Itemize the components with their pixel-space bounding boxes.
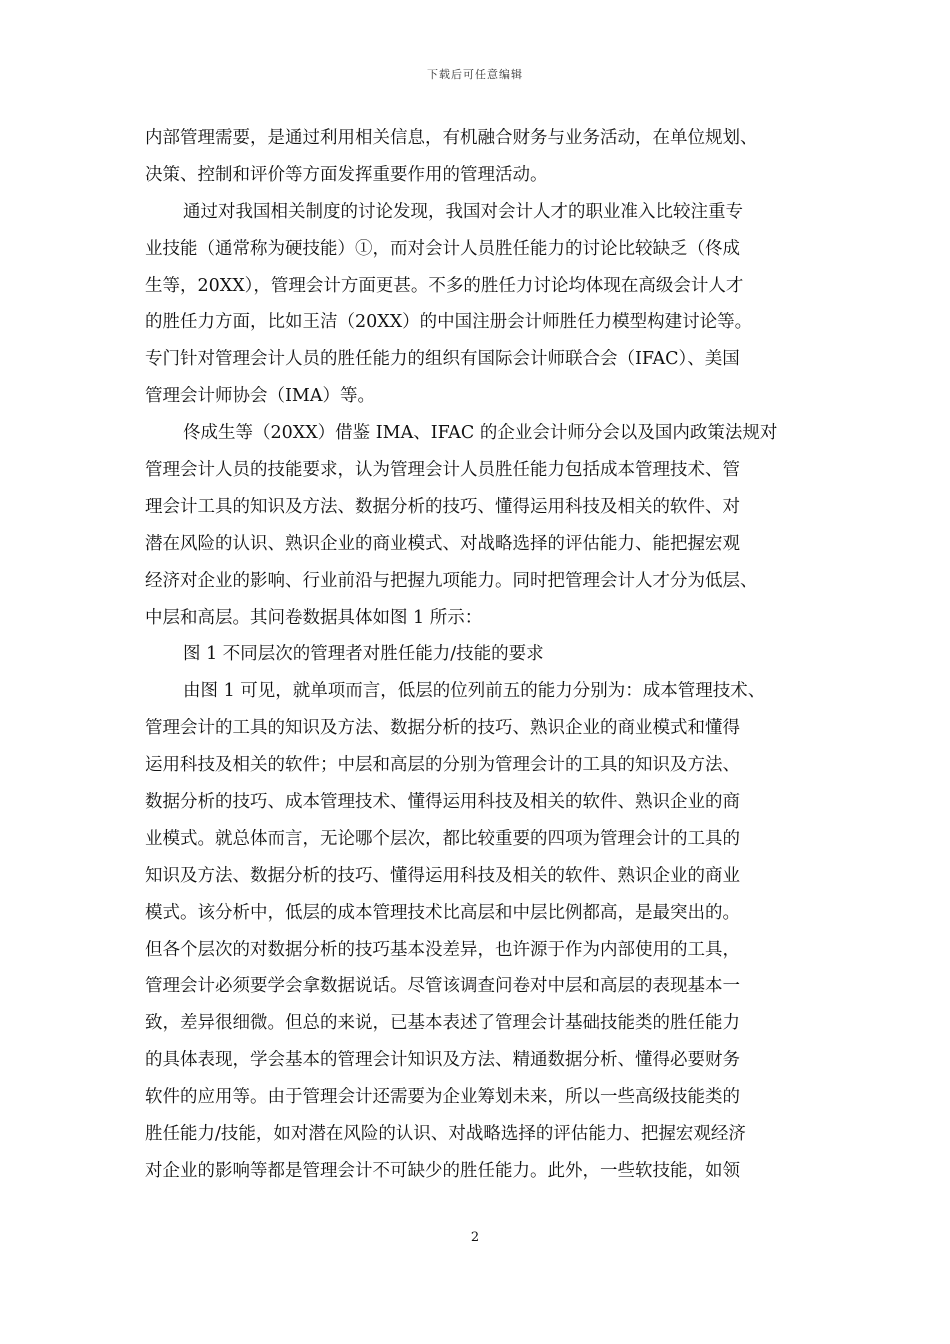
text-line: 知识及方法、数据分析的技巧、懂得运用科技及相关的软件、熟识企业的商业: [145, 865, 740, 886]
text-line: 中层和高层。其问卷数据具体如图 1 所示：: [145, 607, 483, 628]
page-header: 下载后可任意编辑: [427, 68, 523, 81]
text-line: 生等，20XX），管理会计方面更甚。不多的胜任力讨论均体现在高级会计人才: [145, 275, 744, 296]
text-line: 管理会计人员的技能要求，认为管理会计人员胜任能力包括成本管理技术、管: [145, 460, 740, 481]
text-line: 运用科技及相关的软件；中层和高层的分别为管理会计的工具的知识及方法、: [145, 755, 740, 776]
text-line: 内部管理需要，是通过利用相关信息，有机融合财务与业务活动，在单位规划、: [145, 128, 758, 148]
text-line: 业模式。就总体而言，无论哪个层次，都比较重要的四项为管理会计的工具的: [145, 828, 740, 849]
text-line: 经济对企业的影响、行业前沿与把握九项能力。同时把管理会计人才分为低层、: [145, 570, 758, 591]
text-line: 专门针对管理会计人员的胜任能力的组织有国际会计师联合会（IFAC）、美国: [145, 349, 740, 370]
paragraph-start-line: 佟成生等（20XX）借鉴 IMA、IFAC 的企业会计师分会以及国内政策法规对: [183, 423, 778, 444]
text-line: 管理会计必须要学会拿数据说话。尽管该调查问卷对中层和高层的表现基本一: [145, 976, 740, 997]
text-line: 理会计工具的知识及方法、数据分析的技巧、懂得运用科技及相关的软件、对: [145, 496, 740, 517]
text-line: 管理会计师协会（IMA）等。: [145, 386, 375, 407]
figure-caption: 图 1 不同层次的管理者对胜任能力/技能的要求: [183, 644, 544, 665]
text-line: 业技能（通常称为硬技能）①，而对会计人员胜任能力的讨论比较缺乏（佟成: [145, 238, 740, 259]
page-number: 2: [470, 1230, 480, 1245]
text-line: 对企业的影响等都是管理会计不可缺少的胜任能力。此外，一些软技能，如领: [145, 1160, 740, 1181]
text-line: 软件的应用等。由于管理会计还需要为企业筹划未来，所以一些高级技能类的: [145, 1087, 740, 1108]
text-line: 管理会计的工具的知识及方法、数据分析的技巧、熟识企业的商业模式和懂得: [145, 718, 740, 739]
text-line: 数据分析的技巧、成本管理技术、懂得运用科技及相关的软件、熟识企业的商: [145, 792, 740, 813]
text-line: 潜在风险的认识、熟识企业的商业模式、对战略选择的评估能力、能把握宏观: [145, 533, 740, 554]
paragraph-start-line: 通过对我国相关制度的讨论发现，我国对会计人才的职业准入比较注重专: [183, 201, 743, 222]
text-line: 决策、控制和评价等方面发挥重要作用的管理活动。: [145, 164, 548, 185]
text-line: 胜任能力/技能，如对潜在风险的认识、对战略选择的评估能力、把握宏观经济: [145, 1124, 746, 1145]
paragraph-start-line: 由图 1 可见，就单项而言，低层的位列前五的能力分别为：成本管理技术、: [183, 681, 766, 702]
text-line: 的具体表现，学会基本的管理会计知识及方法、精通数据分析、懂得必要财务: [145, 1050, 740, 1071]
text-line: 模式。该分析中，低层的成本管理技术比高层和中层比例都高，是最突出的。: [145, 902, 740, 923]
text-line: 但各个层次的对数据分析的技巧基本没差异，也许源于作为内部使用的工具，: [145, 939, 740, 960]
document-body: [145, 120, 810, 1190]
text-line: 致，差异很细微。但总的来说，已基本表述了管理会计基础技能类的胜任能力: [145, 1013, 740, 1034]
text-line: 的胜任力方面，比如王洁（20XX）的中国注册会计师胜任力模型构建讨论等。: [145, 312, 753, 333]
